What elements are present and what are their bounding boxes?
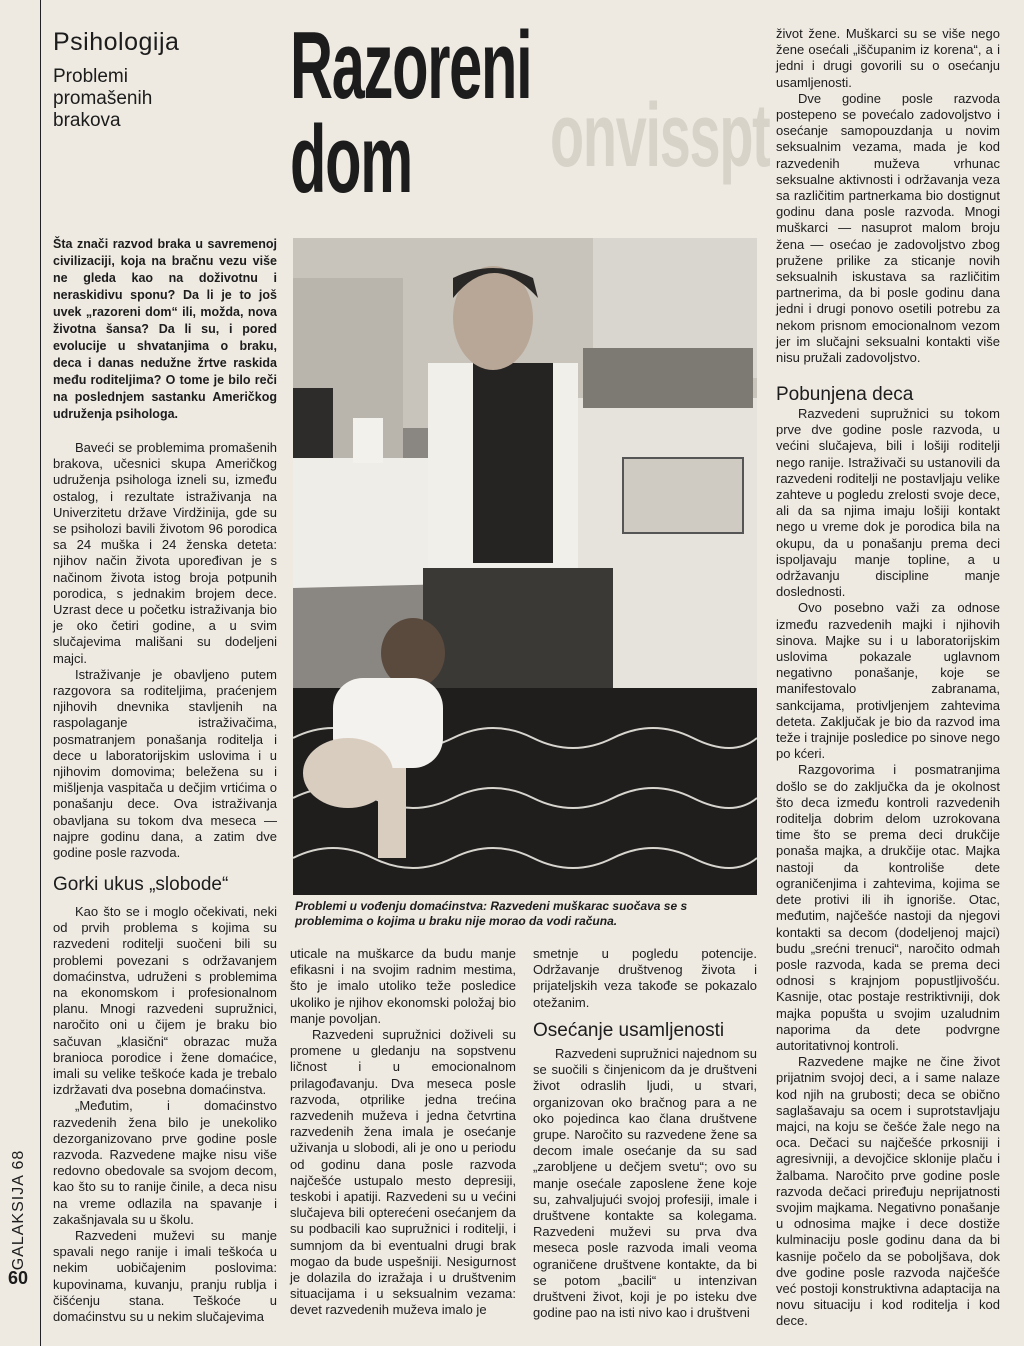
lead-paragraph: Šta znači razvod braka u savremenoj civilizaciji, koja na bračnu vezu više ne gleda kao na doživotnu i neraskidivu sponu? Da li je to još uvek „razoreni dom“ ili, možda, nova životna šansa? Da li su, i pored evolucije u shvatanjima o braku, deca i danas nedužne žrtve raskida među roditeljima? O tome je bilo reči na poslednjem sastanku Američkog udruženja psihologa.: [53, 237, 277, 421]
column-4-bottom: [776, 406, 1000, 1330]
section-title: Psihologija: [53, 28, 180, 56]
paragraph: Razvedeni supružnici su tokom prve dve godine posle razvoda, u većini slučajeva, bili i lošiji roditelji nego ranije. Istraživači su ustanovili da razvedeni roditelji ne postavljaju velike zahteve u pogledu zrelosti svoje dece, ali da sa njima imaju lošiji kontakt nego u vreme dok je porodica bila na okupu, da u ponašanju prema deci ispoljavaju manje topline, a u održavanju discipline manje doslednosti.: [776, 406, 1000, 600]
subhead-usamljenost: Osećanje usamljenosti: [533, 1020, 725, 1041]
column-3-top: [533, 946, 757, 1011]
paragraph: Razvedeni supružnici doživeli su promene u gledanju na sopstvenu ličnost i u emocionalnom prilagođavanju. Dva meseca posle razvoda, otprilike jedna trećina razvedenih muževa i jedna četvrtina razvedenih žena imala je osećanje uživanja u slobodi, ali je ono u periodu od godinu dana posle razvoda najčešće ustupalo mesto depresiji, teskobi i apatiji. Razvedeni su u većini slučajeva bili opterećeni osećanjem da su podbacili kao supružnici i roditelji, i sumnjom da bi eventualni drugi brak mogao da bude uspešniji. Nesigurnost je dolazila do izražaja i u društvenim situacijama i u seksualnim vezama: devet razvedenih muževa imalo je: [290, 1027, 516, 1318]
paragraph: Baveći se problemima promašenih brakova, učesnici skupa Američkog udruženja psihologa izneli su, između ostalog, i rezultate istraživanja na Univerzitetu države Virdžinija, gde su se psiholozi bavili životom 96 porodica sa 24 muška i 24 ženska deteta: njihov način života upoređivan je s načinom života istog broja potpunih porodica, s jednakim brojem dece. Uzrast dece u početku istraživanja bio je oko četiri godine, a u svim slučajevima mališani su dodeljeni majci.: [53, 440, 277, 666]
margin-rule: [40, 0, 41, 1346]
paragraph: Istraživanje je obavljeno putem razgovora sa roditeljima, praćenjem njihovih dnevnika stavljenih na raspolaganje istraživačima, posmatranjem ponašanja roditelja i dece u laboratorijskim uslovima i u njihovim domovima; beležena su i mišljenja vaspitača u dečjim vrtićima o ponašanju dece. Ova istraživanja obavljana su tokom dva meseca — najpre godinu dana, a zatim dve godine posle razvoda.: [53, 666, 277, 861]
article-subtitle: Problemi promašenih brakova: [53, 66, 153, 131]
page-footer: [0, 1140, 40, 1340]
headline-line2: dom: [290, 106, 412, 213]
column-1-bottom: [53, 904, 277, 1325]
paragraph: uticale na muškarce da budu manje efikasni i na svojim radnim mestima, što je imalo utoliko teže posledice ukoliko je njihov ekonomski položaj bio manje povoljan.: [290, 946, 516, 1026]
page-number: 60: [8, 1268, 29, 1288]
headline-ghost: onvisspt: [550, 86, 770, 186]
paragraph: Kao što se i moglo očekivati, neki od prvih problema s kojima su razvedeni roditelji suočeni bili su problemi povezani s održavanjem domaćinstva, udruženi s problemima na ekonomskom i profesionalnom planu. Mnogi razvedeni supružnici, naročito oni u čijem je braku bio sačuvan „klasični“ obrazac muža branioca porodice i žene domaćice, imali su velike teškoće kada je trebalo izdržavati dva posebna domaćinstva.: [53, 904, 277, 1098]
paragraph: Razvedeni supružnici najednom su se suočili s činjenicom da je društveni život odraslih ljudi, u stvari, organizovan oko bračnog para a ne oko pojedinca kao člana društvene grupe. Naročito su razvedene žene sa decom imale osećanje da su sad „zarobljene u dečjem svetu“; ovo su manje osećale zaposlene žene koje su, zahvaljujući svojoj profesiji, imale i društvene kontakte sa kolegama. Razvedeni muževi su prva dva meseca posle razvoda imali veoma ograničene društvene kontakte, da bi se potom „bacili“ u intenzivan društveni život, koji je po isteku dve godine pao na isti nivo kao i društveni: [533, 1046, 757, 1321]
paragraph: Razvedeni muževi su manje spavali nego ranije i imali teškoća u nekim uobičajenim poslovima: kupovinama, kuvanju, pranju rublja i čišćenju stana. Teškoće u domaćinstvu su u nekim slučajevima: [53, 1228, 277, 1325]
column-2: [290, 946, 516, 1319]
headline-line1: Razoreni: [290, 12, 532, 119]
paragraph: Ovo posebno važi za odnose između razvedenih majki i njihovih sinova. Majke su i u laboratorijskim uslovima pokazale uglavnom negativno ponašanje, koje se manifestovalo zabranama, sankcijama, protivljenjem zahtevima deteta. Zaključak je bio da razvod ima teže i trajnije posledice po sinove nego po kćeri.: [776, 600, 1000, 762]
paragraph: Razvedene majke ne čine život prijatnim svojoj deci, a i same nalaze kod njih na grubosti; deca se obično saglašavaju sa ocem i suprotstavljaju majci, na koju se češće žale nego na oca. Dečaci su najčešće prkosniji i agresivniji, a devojčice sklonije plaču i žalbama. Naročito prve godine posle razvoda dečaci priređuju neprijatnosti svojim majkama. Negativno ponašanje u odnosima majke i dece dostiže kulminaciju posle godinu dana da bi kasnije počelo da se poboljšava, dok dve godine posle razvoda najčešće već postoji konstruktivna adaptacija na novu situaciju i kod roditelja i kod dece.: [776, 1054, 1000, 1329]
paragraph: život žene. Muškarci su se više nego žene osećali „iščupanim iz korena“, a i jedni i drugi govorili su o osećanju usamljenosti.: [776, 26, 1000, 90]
photo-illustration: [293, 238, 757, 895]
subhead-pobunjena-deca: Pobunjena deca: [776, 384, 914, 405]
paragraph: Dve godine posle razvoda postepeno se povećalo zadovoljstvo i osećanje samopouzdanja u novim seksualnim vezama, mada je kod razvedenih muževa vrhunac seksualne aktivnosti i održavanja veza sa različitim partnerkama bio dostignut godinu dana posle razvoda. Mnogi muškarci — nasuprot malom broju žena — osećao je zadovoljstvo zbog pružene prilike za sticanje novih seksualnih iskustava sa različitim partnerima, da bi posle godinu dana jedni i drugi ponovo osetili potrebu za nekom prisnom emocionalnom vezom jer im slučajni seksualni kontakti više nisu pružali zadovoljstvo.: [776, 90, 1000, 366]
column-3-bottom: [533, 1046, 757, 1321]
paragraph: Razgovorima i posmatranjima došlo se do zaključka da je okolnost što deca između kontroli razvedenih roditelja dobrim delom uzrokovana time što se prema deci drukčije ponaša majka, a drukčije otac. Majka nastoji da kontroliše dete ograničenjima i zahtevima, kojima se dete protivi ili ih ignoriše. Otac, međutim, najčešće nastoji da njegovi kontakti sa decom (dodeljenoj majci) budu „srećni trenuci“, naročito odmah posle razvoda, kada se prema deci odnosi s krajnjom popustljivošću. Kasnije, otac postaje restriktivniji, dok majka popušta u svojim uzaludnim naporima da dete podvrgne autoritativnoj kontroli.: [776, 762, 1000, 1053]
article-photo: [293, 238, 757, 895]
magazine-name: GALAKSIJA 68: [10, 1149, 27, 1271]
column-4-top: [776, 26, 1000, 366]
subhead-gorki-ukus: Gorki ukus „slobode“: [53, 874, 229, 895]
paragraph: „Međutim, i domaćinstvo razvedenih žena bilo je unekoliko dezorganizovano prve godine posle razvoda. Razvedene majke nisu više redovno obedovale sa svojom decom, kao što su to ranije činile, a deca nisu na vreme odlazila na spavanje i zakašnjavala su u školu.: [53, 1098, 277, 1227]
headline-block: [290, 12, 770, 222]
paragraph: smetnje u pogledu potencije. Održavanje društvenog života i prijateljskih veza takođe se pokazalo otežanim.: [533, 946, 757, 1010]
column-1-top: [53, 440, 277, 861]
photo-caption: Problemi u vođenju domaćinstva: Razvedeni muškarac suočava se s problemima o kojima u braku nije morao da vodi računa.: [295, 899, 688, 928]
